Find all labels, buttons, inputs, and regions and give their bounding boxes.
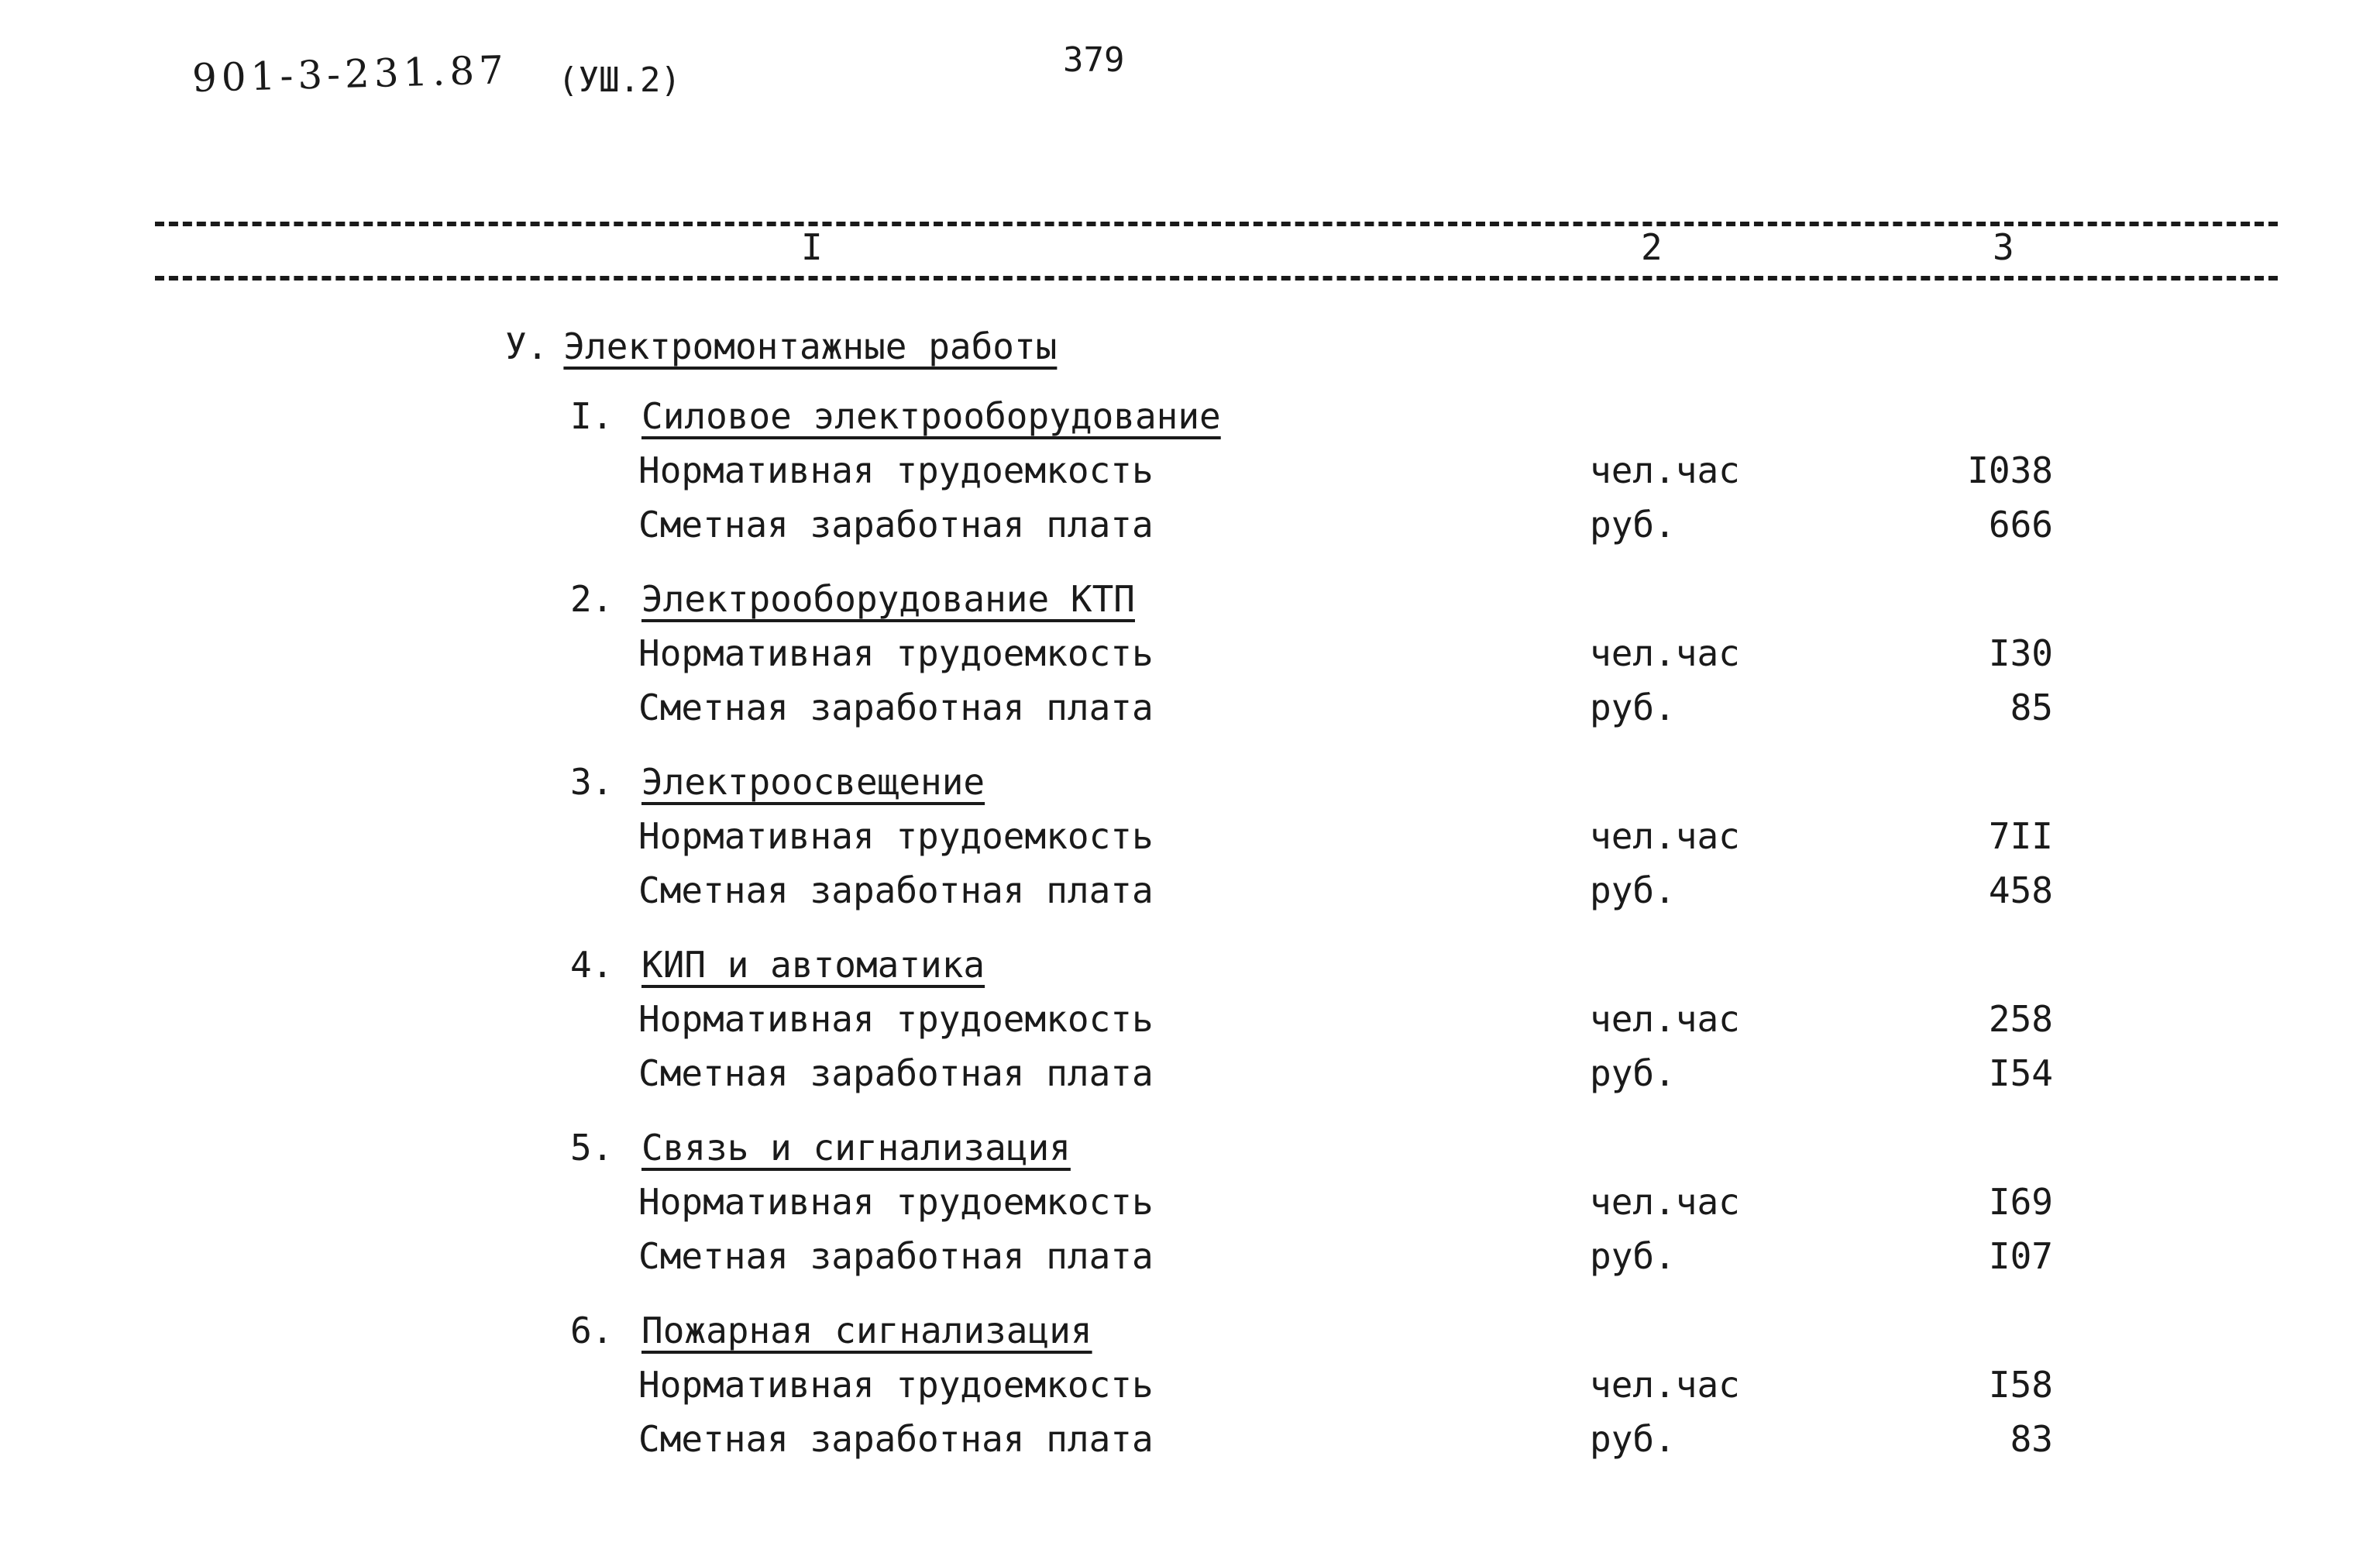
- group-number: 6.: [570, 1310, 614, 1351]
- row-label: Нормативная трудоемкость: [638, 632, 1154, 674]
- row-value: I30: [1988, 632, 2053, 674]
- table-row: [0, 1181, 2380, 1235]
- row-value: I58: [1988, 1364, 2053, 1406]
- row-value: 258: [1988, 998, 2053, 1040]
- table-row: [0, 869, 2380, 924]
- row-unit: руб.: [1590, 504, 1676, 546]
- row-label: Сметная заработная плата: [638, 869, 1154, 911]
- table-row: [0, 504, 2380, 558]
- row-label: Сметная заработная плата: [638, 1235, 1154, 1277]
- row-unit: чел.час: [1590, 1364, 1740, 1406]
- group-number: 3.: [570, 761, 614, 803]
- row-unit: чел.час: [1590, 1181, 1740, 1223]
- table-row: [0, 1235, 2380, 1289]
- sheet-reference: (УШ.2): [558, 60, 681, 100]
- table-row: [0, 1052, 2380, 1107]
- page-number: 379: [1063, 40, 1125, 80]
- section-number: У.: [505, 325, 549, 367]
- row-label: Сметная заработная плата: [638, 504, 1154, 546]
- row-value: I69: [1988, 1181, 2053, 1223]
- row-unit: чел.час: [1590, 998, 1740, 1040]
- table-row: [0, 1364, 2380, 1418]
- group-communications: [0, 1127, 2380, 1305]
- group-heading: [570, 761, 985, 803]
- row-value: I07: [1988, 1235, 2053, 1277]
- row-unit: чел.час: [1590, 815, 1740, 857]
- row-value: I54: [1988, 1052, 2053, 1094]
- column-header-2: 2: [1641, 226, 1663, 268]
- row-value: 7II: [1988, 815, 2053, 857]
- row-label: Нормативная трудоемкость: [638, 815, 1154, 857]
- row-label: Сметная заработная плата: [638, 1052, 1154, 1094]
- group-fire-alarm: [0, 1310, 2380, 1488]
- column-header-3: 3: [1993, 226, 2014, 268]
- row-unit: чел.час: [1590, 632, 1740, 674]
- group-instrumentation: [0, 944, 2380, 1122]
- group-title: КИП и автоматика: [641, 944, 985, 986]
- table-row: [0, 449, 2380, 504]
- group-ktp-equipment: [0, 578, 2380, 756]
- group-number: 5.: [570, 1127, 614, 1169]
- group-heading: [570, 1310, 1092, 1351]
- group-number: I.: [570, 395, 614, 437]
- table-row: [0, 998, 2380, 1052]
- group-heading: [570, 395, 1221, 437]
- group-number: 4.: [570, 944, 614, 986]
- row-label: Нормативная трудоемкость: [638, 1181, 1154, 1223]
- row-unit: руб.: [1590, 687, 1676, 728]
- row-value: 83: [2010, 1418, 2053, 1460]
- row-label: Нормативная трудоемкость: [638, 449, 1154, 491]
- column-header-1: I: [801, 226, 823, 268]
- row-value: 458: [1988, 869, 2053, 911]
- group-title: Связь и сигнализация: [641, 1127, 1071, 1169]
- group-lighting: [0, 761, 2380, 939]
- table-row: [0, 1418, 2380, 1472]
- section-title-text: Электромонтажные работы: [563, 325, 1058, 367]
- group-title: Силовое электрооборудование: [641, 395, 1221, 437]
- row-label: Сметная заработная плата: [638, 1418, 1154, 1460]
- group-number: 2.: [570, 578, 614, 620]
- group-heading: [570, 1127, 1071, 1169]
- group-title: Электрооборудование КТП: [641, 578, 1135, 620]
- table-row: [0, 815, 2380, 869]
- group-heading: [570, 578, 1135, 620]
- row-unit: руб.: [1590, 1418, 1676, 1460]
- row-label: Нормативная трудоемкость: [638, 998, 1154, 1040]
- row-value: I038: [1967, 449, 2053, 491]
- table-header-rule: [155, 276, 2278, 281]
- table-top-rule: [155, 222, 2278, 226]
- row-label: Нормативная трудоемкость: [638, 1364, 1154, 1406]
- row-value: 666: [1988, 504, 2053, 546]
- document-code: 901-3-231.87: [191, 47, 509, 101]
- row-value: 85: [2010, 687, 2053, 728]
- table-row: [0, 687, 2380, 741]
- row-unit: руб.: [1590, 1052, 1676, 1094]
- row-unit: руб.: [1590, 1235, 1676, 1277]
- row-label: Сметная заработная плата: [638, 687, 1154, 728]
- group-title: Пожарная сигнализация: [641, 1310, 1092, 1351]
- section-title: [505, 325, 1057, 367]
- table-row: [0, 632, 2380, 687]
- group-power-equipment: [0, 395, 2380, 573]
- group-heading: [570, 944, 985, 986]
- row-unit: чел.час: [1590, 449, 1740, 491]
- group-title: Электроосвещение: [641, 761, 985, 803]
- row-unit: руб.: [1590, 869, 1676, 911]
